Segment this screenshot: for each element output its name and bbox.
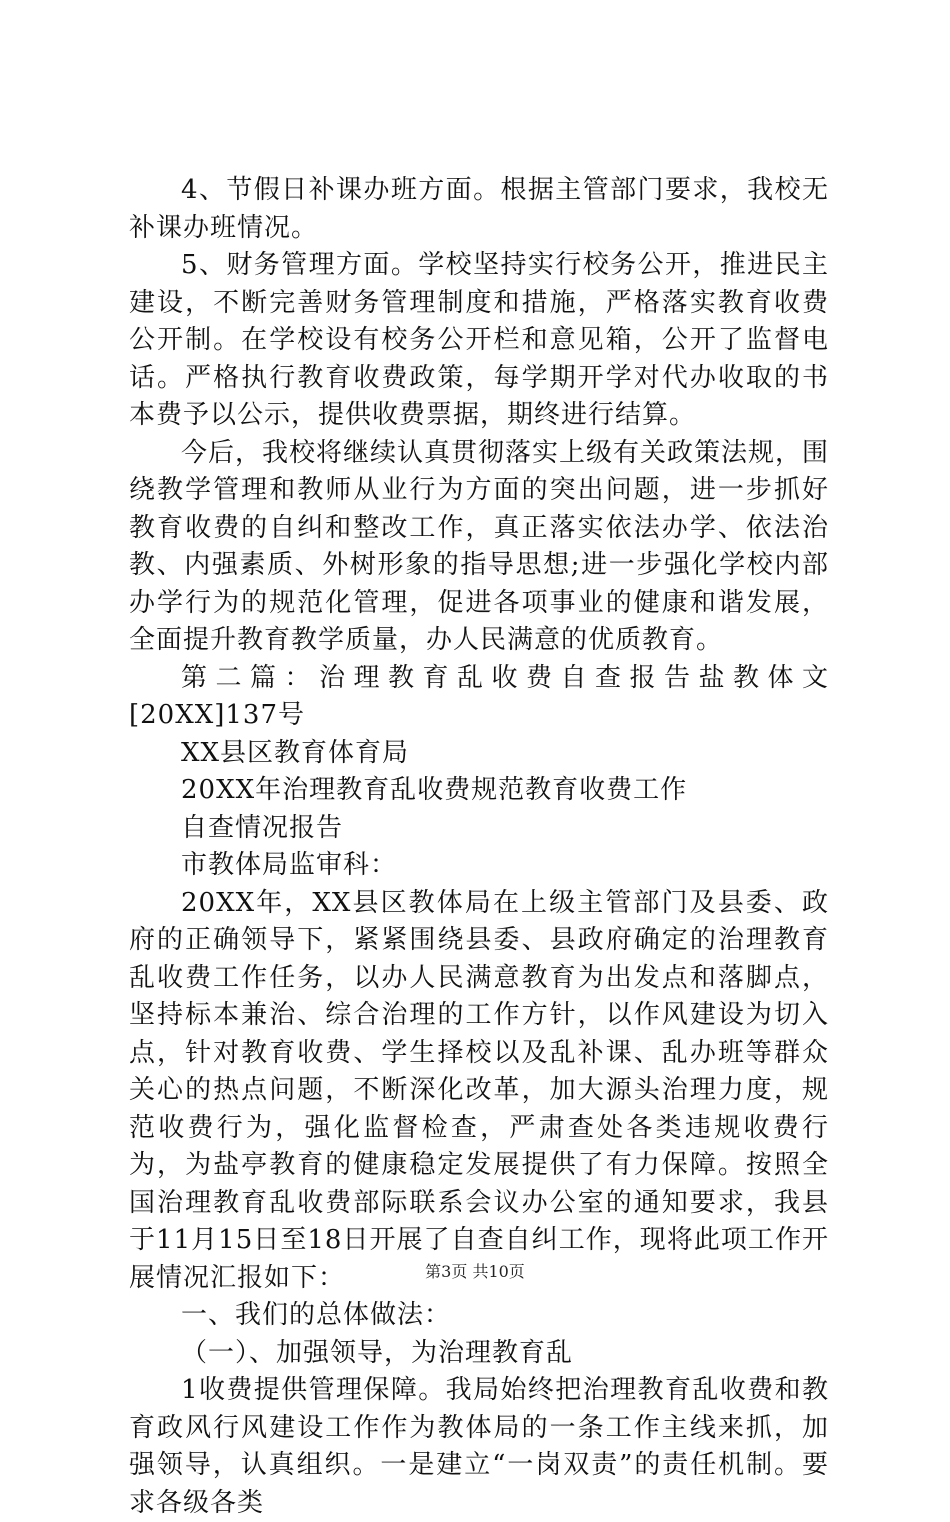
page-number-footer: 第3页 共10页 <box>425 1262 525 1281</box>
paragraph-holiday-classes: 4、节假日补课办班方面。根据主管部门要求，我校无补课办班情况。 <box>129 175 829 243</box>
paragraph-subsection-heading: （一）、加强领导，为治理教育乱 <box>181 1337 574 1368</box>
paragraph-report-subtitle: 自查情况报告 <box>181 812 344 843</box>
paragraph-future-plans: 今后，我校将继续认真贯彻落实上级有关政策法规，围绕教学管理和教师从业行为方面的突出问题，进一步抓好教育收费的自纠和整改工作，真正落实依法办学、依法治教、内强素质、外树形象的指导思想;进一步强化学校内部办学行为的规范化管理，促进各项事业的健康和谐发展，全面提升教育教学质量，办人民满意的优质教育。 <box>129 437 830 655</box>
paragraph-part-two-title: 第二篇：治理教育乱收费自查报告盐教体文[20XX]137号 <box>129 662 829 730</box>
paragraph-finance-management: 5、财务管理方面。学校坚持实行校务公开，推进民主建设，不断完善财务管理制度和措施，严格落实教育收费公开制。在学校设有校务公开栏和意见箱，公开了监督电话。严格执行教育收费政策，每学期开学对代办收取的书本费予以公示，提供收费票据，期终进行结算。 <box>129 250 829 430</box>
paragraph-leadership: 1收费提供管理保障。我局始终把治理教育乱收费和教育政风行风建设工作作为教体局的一条工作主线来抓，加强领导，认真组织。一是建立“一岗双责”的责任机制。要求各级各类 <box>129 1375 829 1518</box>
paragraph-bureau-name: XX县区教育体育局 <box>181 737 410 768</box>
paragraph-overview: 20XX年，XX县区教体局在上级主管部门及县委、政府的正确领导下，紧紧围绕县委、县政府确定的治理教育乱收费工作任务，以办人民满意教育为出发点和落脚点，坚持标本兼治、综合治理的工作方针，以作风建设为切入点，针对教育收费、学生择校以及乱补课、乱办班等群众关心的热点问题，不断深化改革，加大源头治理力度，规范收费行为，强化监督检查，严肃查处各类违规收费行为，为盐亭教育的健康稳定发展提供了有力保障。按照全国治理教育乱收费部际联系会议办公室的通知要求，我县于11月15日至18日开展了自查自纠工作，现将此项工作开展情况汇报如下： <box>129 887 829 1293</box>
paragraph-report-title: 20XX年治理教育乱收费规范教育收费工作 <box>181 775 688 805</box>
paragraph-section-heading: 一、我们的总体做法： <box>181 1300 452 1330</box>
document-body <box>129 172 829 1522</box>
paragraph-addressee: 市教体局监审科： <box>181 850 398 880</box>
